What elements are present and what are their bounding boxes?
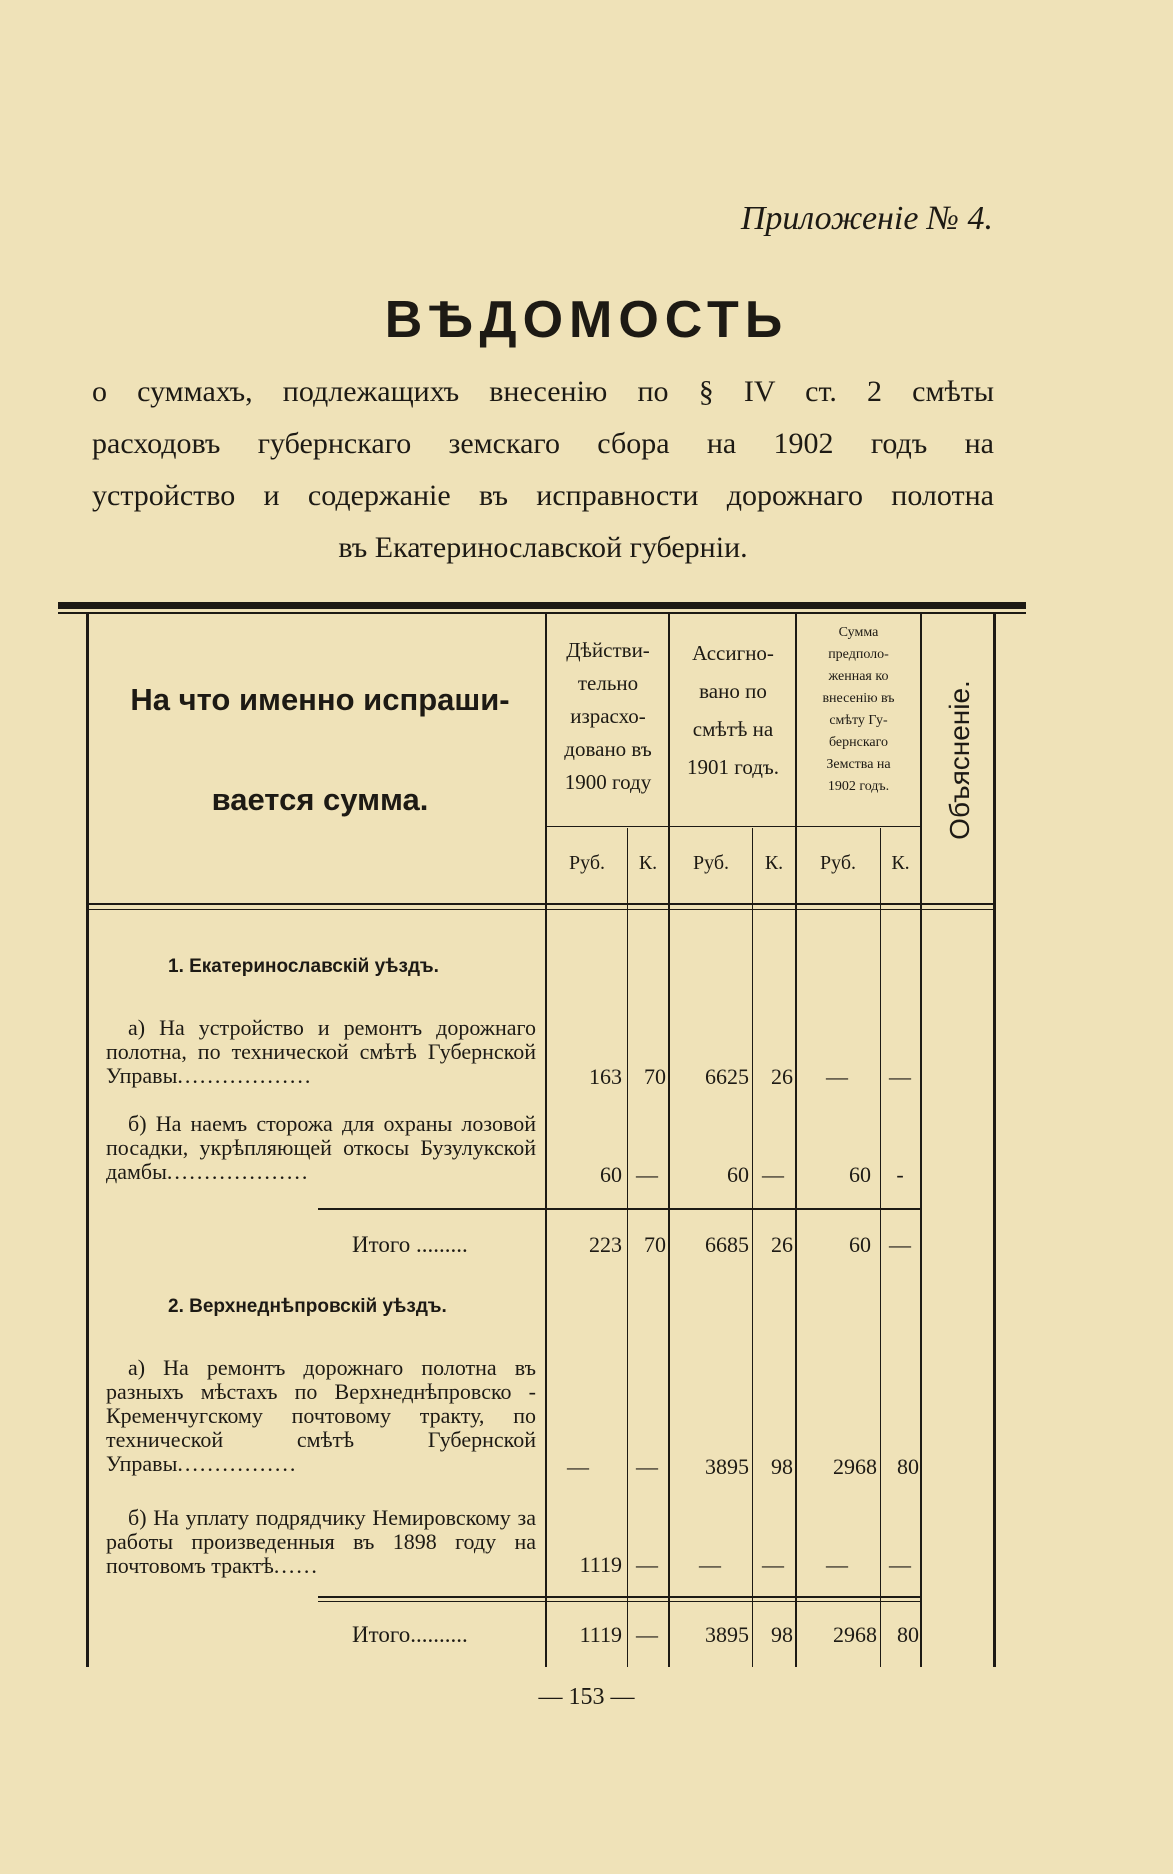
header-line: Дѣйстви- xyxy=(566,638,650,662)
table-row-description xyxy=(106,1506,536,1578)
total-rub-1901: 6685 xyxy=(705,1232,749,1257)
section-title: 1. Екатеринославскій уѣздъ. xyxy=(168,956,439,977)
total-kop-1901: 26 xyxy=(771,1232,793,1257)
header-line: бернскаго xyxy=(828,735,889,750)
value-rub-1900: — xyxy=(567,1454,589,1479)
column-divider xyxy=(545,612,547,1667)
header-line: Ассигно- xyxy=(692,641,774,665)
total-rub-1902: 60 xyxy=(849,1232,871,1257)
value-kop-1902: — xyxy=(889,1064,911,1089)
leader-dots: .................. xyxy=(177,1063,313,1088)
page-number: — 153 — xyxy=(538,1684,635,1710)
value-kop-1901: 26 xyxy=(771,1064,793,1089)
value-kop-1902: - xyxy=(896,1162,904,1187)
header-bottom-rule-thin xyxy=(88,909,993,910)
header-line: вается сумма. xyxy=(211,782,429,817)
total-rub-1902: 2968 xyxy=(833,1622,877,1647)
value-kop-1901: 98 xyxy=(771,1454,793,1479)
subtotal-rule xyxy=(318,1596,922,1598)
total-label: Итого ......... xyxy=(352,1232,468,1257)
appendix-label: Приложеніе № 4. xyxy=(740,200,993,237)
explanation-column-header xyxy=(940,620,980,900)
description-column-header xyxy=(110,675,530,825)
kop-label: К. xyxy=(891,852,910,874)
intro-line: въ Екатеринославской губерніи. xyxy=(338,531,748,564)
column-header-1902 xyxy=(797,622,920,798)
header-line: предполо- xyxy=(828,647,889,662)
total-rub-1900: 223 xyxy=(589,1232,622,1257)
value-rub-1900: 1119 xyxy=(579,1552,622,1577)
table-row-description xyxy=(106,1112,536,1184)
value-rub-1900: 60 xyxy=(600,1162,622,1187)
section-title: 2. Верхнеднѣпровскій уѣздъ. xyxy=(168,1296,447,1317)
value-rub-1902: 2968 xyxy=(833,1454,877,1479)
header-bottom-rule xyxy=(88,903,993,905)
leader-dots: ...... xyxy=(273,1553,319,1578)
column-divider xyxy=(920,612,922,1667)
header-line: Земства на xyxy=(826,757,891,772)
rub-label: Руб. xyxy=(819,852,857,874)
subtotal-rule xyxy=(318,1208,922,1210)
header-line: Сумма xyxy=(838,625,879,640)
header-line: тельно xyxy=(577,671,639,695)
value-kop-1900: — xyxy=(636,1552,658,1577)
header-line: 1901 годъ. xyxy=(686,755,780,779)
table-row-description xyxy=(106,1016,536,1088)
rub-label: Руб. xyxy=(568,852,606,874)
total-kop-1902: 80 xyxy=(897,1622,919,1647)
value-rub-1902: 60 xyxy=(849,1162,871,1187)
table-left-border xyxy=(86,612,89,1667)
value-kop-1901: — xyxy=(762,1552,784,1577)
column-divider xyxy=(668,612,670,1667)
value-rub-1902: — xyxy=(826,1552,848,1577)
value-kop-1901: — xyxy=(762,1162,784,1187)
explanation-label: Объясненіе. xyxy=(944,680,975,840)
header-line: внесенію въ xyxy=(822,691,895,706)
header-line: На что именно испраши- xyxy=(130,682,510,717)
intro-line: устройство и содержаніе въ исправности дорожнаго полотна xyxy=(92,479,994,512)
leader-dots: ................... xyxy=(166,1159,310,1184)
kop-label: К. xyxy=(638,852,658,874)
value-kop-1900: 70 xyxy=(644,1064,666,1089)
intro-text xyxy=(92,366,994,574)
row-text: б) На уплату подрядчику Немировскому за работы произведенныя въ 1898 году на почтовомъ трактѣ xyxy=(106,1505,536,1578)
column-header-1900 xyxy=(548,634,668,799)
table-top-rule-thin xyxy=(58,612,1026,614)
kop-label: К. xyxy=(764,852,784,874)
header-line: смѣту Гу- xyxy=(829,713,888,728)
value-rub-1901: — xyxy=(699,1552,721,1577)
leader-dots: ................ xyxy=(177,1451,298,1476)
value-kop-1900: — xyxy=(636,1454,658,1479)
rub-label: Руб. xyxy=(692,852,730,874)
table-row-description xyxy=(106,1356,536,1476)
subtotal-rule-thin xyxy=(318,1601,922,1602)
table-top-rule xyxy=(58,602,1026,609)
value-rub-1902: — xyxy=(826,1064,848,1089)
intro-line: расходовъ губернскаго земскаго сбора на 1902 годъ на xyxy=(92,427,994,460)
value-rub-1901: 6625 xyxy=(705,1064,749,1089)
unit-row-rule xyxy=(547,826,920,827)
header-line: 1900 году xyxy=(564,770,652,794)
row-text: б) На наемъ сторожа для охраны лозовой посадки, укрѣпляющей откосы Бузулукской дамбы xyxy=(106,1111,536,1184)
total-kop-1901: 98 xyxy=(771,1622,793,1647)
document-title: ВѢДОМОСТЬ xyxy=(384,291,789,349)
value-rub-1900: 163 xyxy=(589,1064,622,1089)
total-kop-1900: 70 xyxy=(644,1232,666,1257)
intro-line: о суммахъ, подлежащихъ внесенію по § IV ст. 2 смѣты xyxy=(92,375,994,408)
value-kop-1902: 80 xyxy=(897,1454,919,1479)
header-line: смѣтѣ на xyxy=(692,717,774,741)
total-rub-1901: 3895 xyxy=(705,1622,749,1647)
header-line: 1902 годъ. xyxy=(827,779,890,794)
total-label: Итого.......... xyxy=(352,1622,468,1647)
row-text: а) На устройство и ремонтъ дорожнаго полотна, по технической смѣтѣ Губернской Управы xyxy=(106,1015,536,1088)
header-line: израсхо- xyxy=(570,704,646,728)
column-header-1901 xyxy=(671,634,795,786)
total-kop-1902: — xyxy=(889,1232,911,1257)
value-kop-1900: — xyxy=(636,1162,658,1187)
total-rub-1900: 1119 xyxy=(579,1622,622,1647)
value-rub-1901: 3895 xyxy=(705,1454,749,1479)
value-rub-1901: 60 xyxy=(727,1162,749,1187)
header-line: женная ко xyxy=(828,669,889,684)
header-line: вано по xyxy=(699,679,767,703)
header-line: довано въ xyxy=(564,737,652,761)
total-kop-1900: — xyxy=(636,1622,658,1647)
table-right-border xyxy=(993,612,996,1667)
value-kop-1902: — xyxy=(889,1552,911,1577)
row-text: а) На ремонтъ дорожнаго полотна въ разныхъ мѣстахъ по Верхнеднѣпровско - Кременчугскому почтовому тракту, по технической смѣтѣ Губернской Управы xyxy=(106,1355,536,1476)
